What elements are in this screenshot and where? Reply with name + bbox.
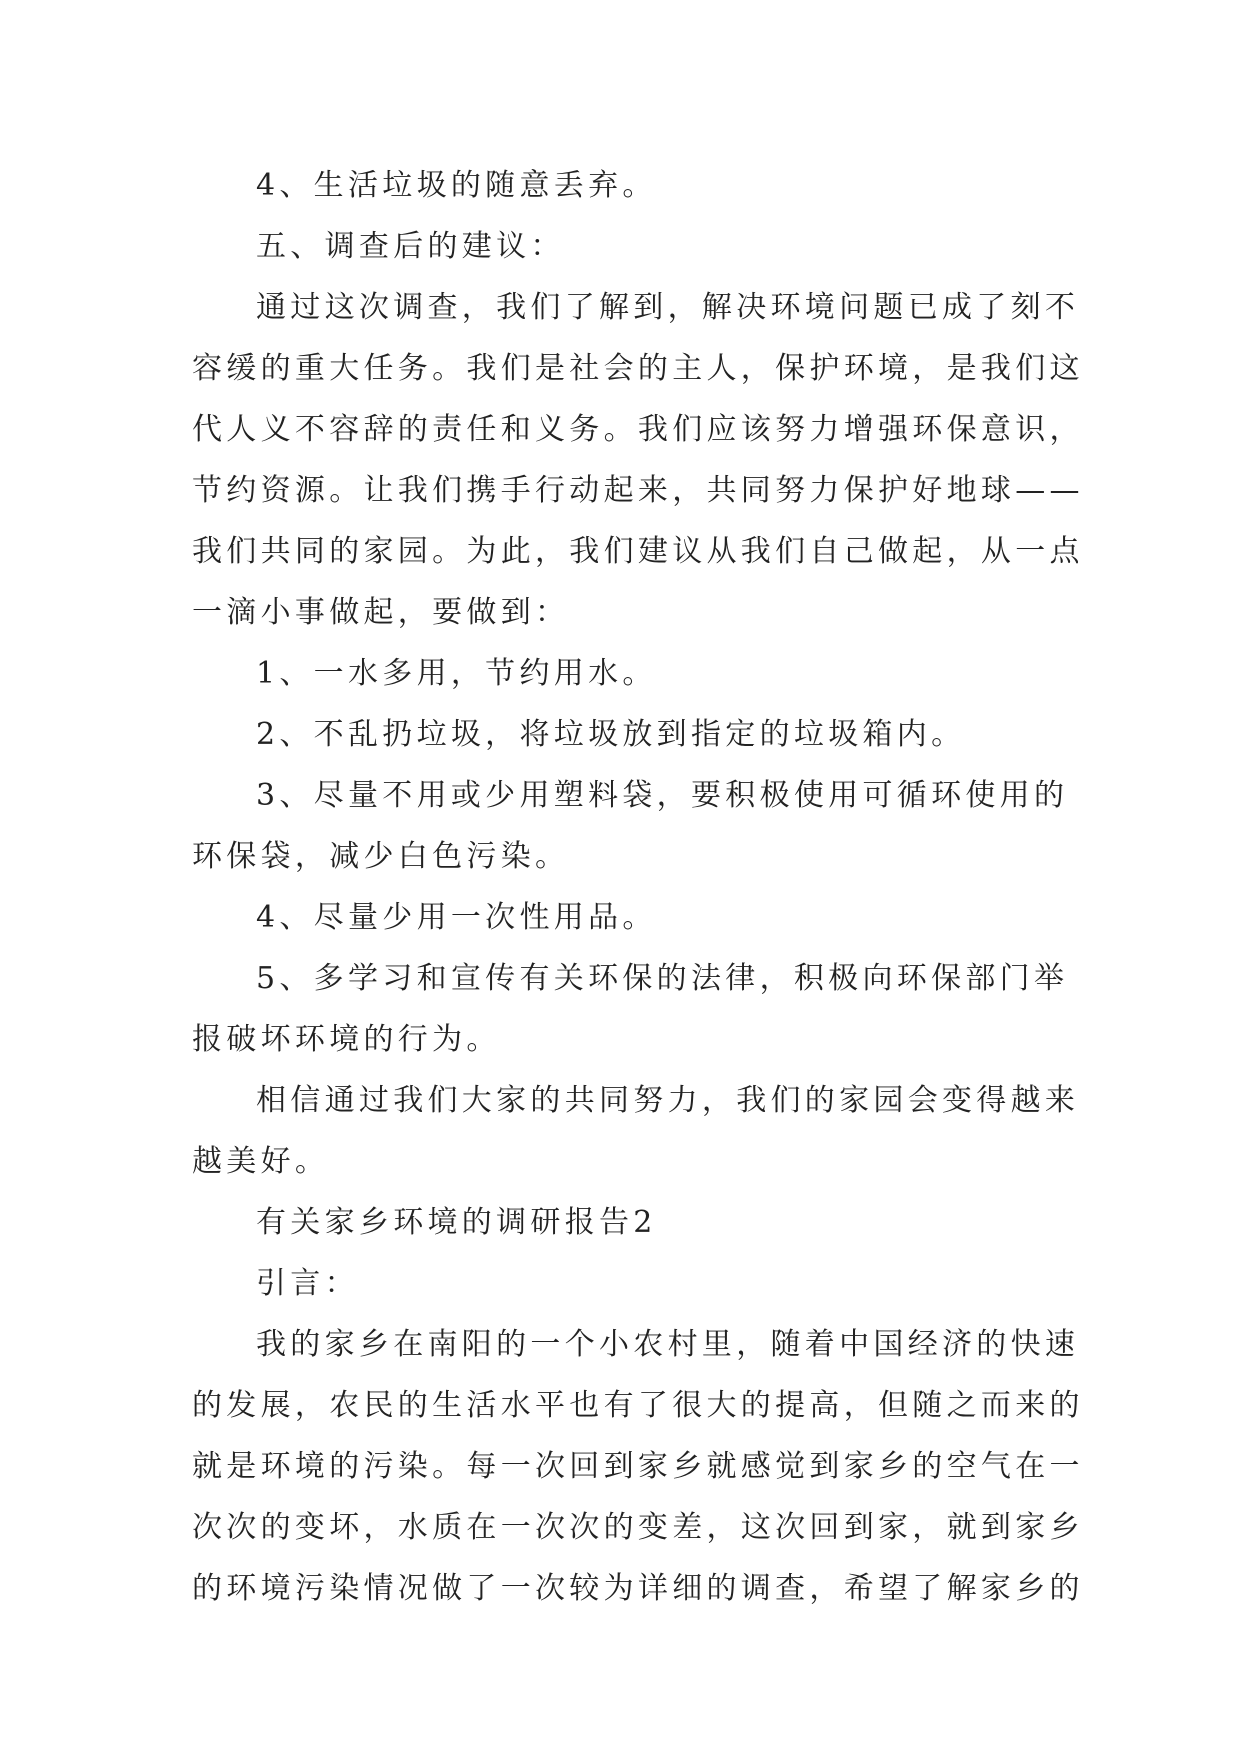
text-line: 节约资源。让我们携手行动起来，共同努力保护好地球—— bbox=[192, 473, 1084, 508]
section-heading: 引言： bbox=[256, 1266, 359, 1301]
text-line: 我们共同的家园。为此，我们建议从我们自己做起，从一点 bbox=[192, 534, 1084, 569]
list-item: 1、一水多用，节约用水。 bbox=[256, 656, 657, 691]
text-line: 相信通过我们大家的共同努力，我们的家园会变得越来 bbox=[256, 1083, 1080, 1118]
list-item: 4、尽量少用一次性用品。 bbox=[256, 900, 657, 935]
section-heading: 五、调查后的建议： bbox=[256, 229, 565, 264]
report-title: 有关家乡环境的调研报告2 bbox=[256, 1205, 657, 1240]
list-item: 3、尽量不用或少用塑料袋，要积极使用可循环使用的 bbox=[256, 778, 1069, 813]
text-line: 报破坏环境的行为。 bbox=[192, 1022, 501, 1057]
list-item: 2、不乱扔垃圾，将垃圾放到指定的垃圾箱内。 bbox=[256, 717, 966, 752]
text-line: 一滴小事做起，要做到： bbox=[192, 595, 570, 630]
document-body bbox=[192, 155, 1084, 1619]
text-line: 代人义不容辞的责任和义务。我们应该努力增强环保意识， bbox=[192, 412, 1084, 447]
text-line: 的环境污染情况做了一次较为详细的调查，希望了解家乡的 bbox=[192, 1571, 1084, 1606]
list-item: 5、多学习和宣传有关环保的法律，积极向环保部门举 bbox=[256, 961, 1069, 996]
text-line: 通过这次调查，我们了解到，解决环境问题已成了刻不 bbox=[256, 290, 1080, 325]
text-line: 我的家乡在南阳的一个小农村里，随着中国经济的快速 bbox=[256, 1327, 1080, 1362]
text-line: 的发展，农民的生活水平也有了很大的提高，但随之而来的 bbox=[192, 1388, 1084, 1423]
text-line: 4、生活垃圾的随意丢弃。 bbox=[256, 168, 657, 203]
text-line: 就是环境的污染。每一次回到家乡就感觉到家乡的空气在一 bbox=[192, 1449, 1084, 1484]
text-line: 次次的变坏，水质在一次次的变差，这次回到家，就到家乡 bbox=[192, 1510, 1084, 1545]
text-line: 越美好。 bbox=[192, 1144, 330, 1179]
text-line: 容缓的重大任务。我们是社会的主人，保护环境，是我们这 bbox=[192, 351, 1084, 386]
text-line: 环保袋，减少白色污染。 bbox=[192, 839, 570, 874]
